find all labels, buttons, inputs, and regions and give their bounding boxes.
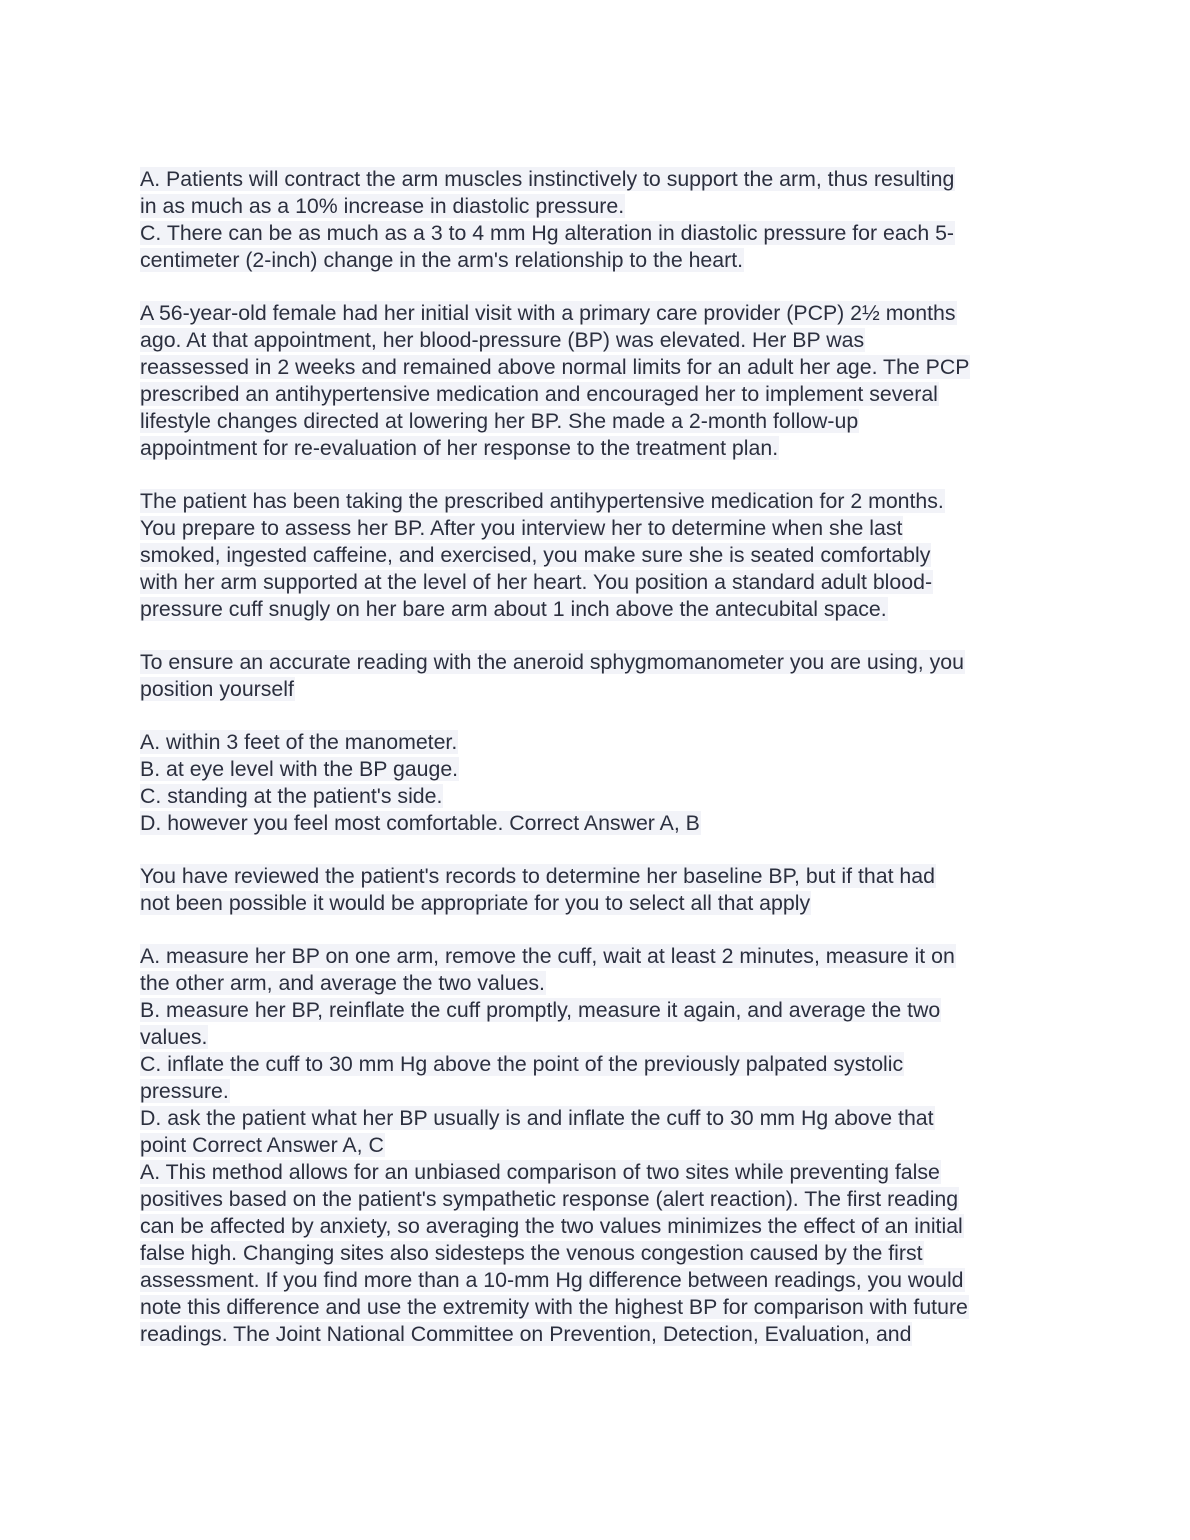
text-line-content: smoked, ingested caffeine, and exercised, you make sure she is seated comfortably — [140, 543, 931, 567]
text-line — [140, 1051, 1055, 1078]
text-line — [140, 542, 1055, 569]
text-line-content: positives based on the patient's sympathetic response (alert reaction). The first reading — [140, 1187, 959, 1211]
text-line-content: A. within 3 feet of the manometer. — [140, 730, 458, 754]
text-line-content: You have reviewed the patient's records to determine her baseline BP, but if that had — [140, 864, 935, 888]
text-line — [140, 1213, 1055, 1240]
text-line-content: false high. Changing sites also sidesteps the venous congestion caused by the first — [140, 1241, 923, 1265]
text-line-content: C. inflate the cuff to 30 mm Hg above the point of the previously palpated systolic — [140, 1052, 904, 1076]
text-line — [140, 1078, 1055, 1105]
text-line-content: B. at eye level with the BP gauge. — [140, 757, 459, 781]
text-line — [140, 1105, 1055, 1132]
text-line-content: To ensure an accurate reading with the aneroid sphygmomanometer you are using, you — [140, 650, 964, 674]
text-line-content: ago. At that appointment, her blood-pressure (BP) was elevated. Her BP was — [140, 328, 865, 352]
text-line-content: pressure. — [140, 1079, 229, 1103]
text-line — [140, 193, 1055, 220]
text-line-content: A. This method allows for an unbiased comparison of two sites while preventing false — [140, 1160, 940, 1184]
text-line — [140, 435, 1055, 462]
text-line — [140, 300, 1055, 327]
text-line — [140, 1132, 1055, 1159]
paragraph-question-2-options-and-rationale — [140, 943, 1055, 1348]
text-line — [140, 649, 1055, 676]
text-line-content: not been possible it would be appropriate for you to select all that apply — [140, 891, 811, 915]
paragraph-gap — [140, 462, 1055, 488]
text-line-content: centimeter (2-inch) change in the arm's relationship to the heart. — [140, 248, 744, 272]
paragraph-gap — [140, 917, 1055, 943]
text-line-content: pressure cuff snugly on her bare arm about 1 inch above the antecubital space. — [140, 597, 887, 621]
text-line — [140, 863, 1055, 890]
text-line-content: readings. The Joint National Committee on Prevention, Detection, Evaluation, and — [140, 1322, 912, 1346]
text-line — [140, 756, 1055, 783]
text-line-content: You prepare to assess her BP. After you interview her to determine when she last — [140, 516, 903, 540]
text-line-content: D. however you feel most comfortable. Correct Answer A, B — [140, 811, 700, 835]
text-line-content: C. There can be as much as a 3 to 4 mm Hg alteration in diastolic pressure for each 5- — [140, 221, 955, 245]
document-body — [140, 166, 1055, 1348]
text-line — [140, 997, 1055, 1024]
text-line — [140, 569, 1055, 596]
text-line — [140, 1024, 1055, 1051]
text-line — [140, 890, 1055, 917]
text-line — [140, 166, 1055, 193]
text-line — [140, 327, 1055, 354]
text-line — [140, 810, 1055, 837]
text-line — [140, 596, 1055, 623]
text-line-content: C. standing at the patient's side. — [140, 784, 443, 808]
paragraph-case-intro — [140, 300, 1055, 462]
text-line-content: values. — [140, 1025, 208, 1049]
text-line — [140, 488, 1055, 515]
text-line — [140, 943, 1055, 970]
text-line — [140, 1321, 1055, 1348]
text-line-content: A 56-year-old female had her initial visit with a primary care provider (PCP) 2½ months — [140, 301, 956, 325]
paragraph-question-1-options — [140, 729, 1055, 837]
text-line — [140, 354, 1055, 381]
text-line-content: can be affected by anxiety, so averaging the two values minimizes the effect of an initial — [140, 1214, 963, 1238]
text-line-content: D. ask the patient what her BP usually is and inflate the cuff to 30 mm Hg above that — [140, 1106, 934, 1130]
text-line — [140, 1159, 1055, 1186]
paragraph-gap — [140, 837, 1055, 863]
text-line — [140, 970, 1055, 997]
text-line — [140, 1267, 1055, 1294]
text-line-content: position yourself — [140, 677, 294, 701]
text-line-content: note this difference and use the extremity with the highest BP for comparison with future — [140, 1295, 968, 1319]
text-line-content: A. measure her BP on one arm, remove the cuff, wait at least 2 minutes, measure it on — [140, 944, 955, 968]
text-line-content: lifestyle changes directed at lowering her BP. She made a 2-month follow-up — [140, 409, 859, 433]
paragraph-rationale-continuation — [140, 166, 1055, 274]
text-line-content: in as much as a 10% increase in diastolic pressure. — [140, 194, 625, 218]
text-line — [140, 1186, 1055, 1213]
text-line — [140, 729, 1055, 756]
text-line — [140, 515, 1055, 542]
paragraph-gap — [140, 623, 1055, 649]
text-line — [140, 408, 1055, 435]
text-line — [140, 1240, 1055, 1267]
text-line-content: appointment for re-evaluation of her response to the treatment plan. — [140, 436, 779, 460]
text-line — [140, 247, 1055, 274]
text-line-content: with her arm supported at the level of her heart. You position a standard adult blood- — [140, 570, 933, 594]
paragraph-gap — [140, 703, 1055, 729]
text-line — [140, 220, 1055, 247]
text-line-content: assessment. If you find more than a 10-mm Hg difference between readings, you would — [140, 1268, 964, 1292]
text-line — [140, 381, 1055, 408]
text-line-content: point Correct Answer A, C — [140, 1133, 384, 1157]
paragraph-question-2 — [140, 863, 1055, 917]
text-line-content: the other arm, and average the two values. — [140, 971, 545, 995]
text-line — [140, 783, 1055, 810]
text-line-content: reassessed in 2 weeks and remained above normal limits for an adult her age. The PCP — [140, 355, 970, 379]
text-line-content: B. measure her BP, reinflate the cuff promptly, measure it again, and average the two — [140, 998, 941, 1022]
text-line-content: A. Patients will contract the arm muscles instinctively to support the arm, thus resulting — [140, 167, 955, 191]
paragraph-gap — [140, 274, 1055, 300]
paragraph-question-1 — [140, 649, 1055, 703]
text-line-content: prescribed an antihypertensive medication and encouraged her to implement several — [140, 382, 938, 406]
text-line-content: The patient has been taking the prescribed antihypertensive medication for 2 months. — [140, 489, 944, 513]
text-line — [140, 676, 1055, 703]
paragraph-case-assessment — [140, 488, 1055, 623]
text-line — [140, 1294, 1055, 1321]
